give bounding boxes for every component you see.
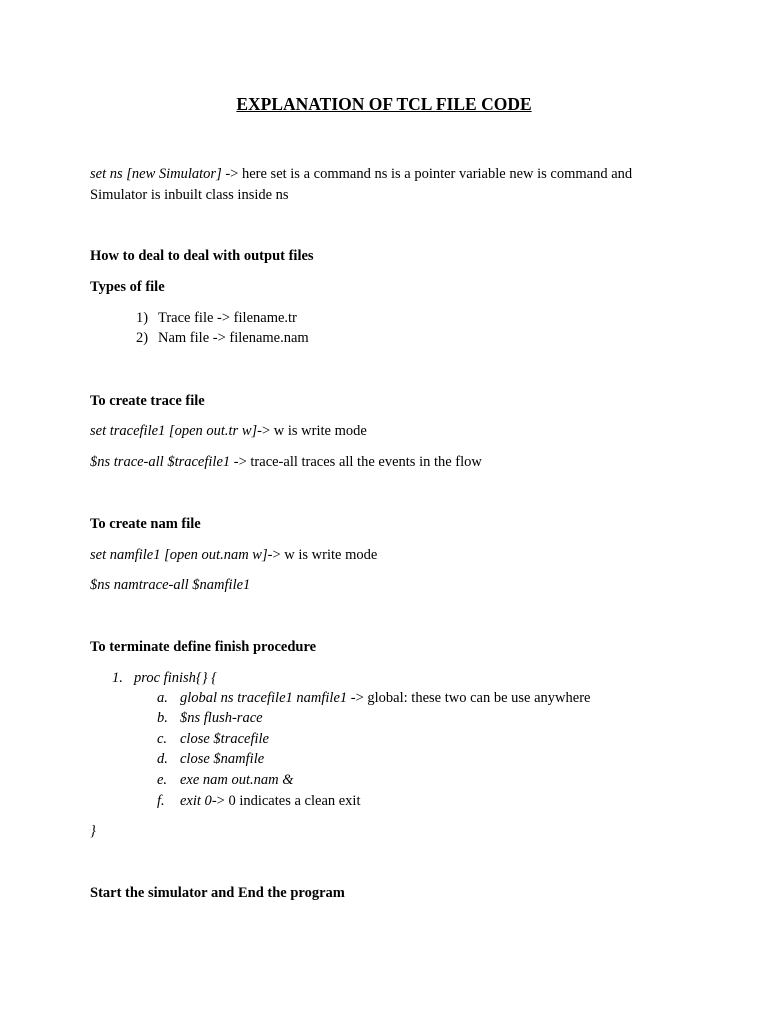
proc-line: [112, 669, 217, 687]
trace-text-1: -> w is write mode: [257, 423, 367, 439]
trace-code-1: set tracefile1 [open out.tr w]: [90, 423, 258, 439]
list-item: a. global ns tracefile1 namfile1 -> global: these two can be use anywhere: [157, 690, 591, 706]
list-text: Nam file -> filename.nam: [158, 330, 309, 346]
types-of-file-heading: Types of file: [90, 279, 165, 295]
list-number: 2): [136, 330, 149, 346]
finish-heading: To terminate define finish procedure: [90, 639, 317, 655]
nam-code-1: set namfile1 [open out.nam w]: [90, 547, 268, 563]
nam-text-1: -> w is write mode: [267, 547, 378, 563]
intro-text-1: -> here set is a command ns is a pointer variable new is command and: [221, 166, 633, 182]
end-heading: Start the simulator and End the program: [90, 885, 345, 901]
trace-line-1: [90, 422, 367, 440]
list-item: d. close $namfile: [157, 751, 265, 767]
list-number: 1): [136, 310, 149, 326]
trace-code-2: $ns trace-all $tracefile1: [90, 454, 231, 470]
trace-text-2: -> trace-all traces all the events in the flow: [230, 454, 482, 470]
nam-file-heading: To create nam file: [90, 516, 201, 532]
list-item: b. $ns flush-race: [157, 710, 263, 726]
list-text: Trace file -> filename.tr: [158, 310, 297, 326]
nam-line-2: $ns namtrace-all $namfile1: [90, 577, 251, 593]
nam-line-1: [90, 546, 377, 564]
intro-line-1: [90, 165, 632, 183]
trace-line-2: [90, 453, 482, 471]
list-item: e. exe nam out.nam &: [157, 772, 294, 788]
list-item: [136, 309, 297, 327]
intro-code: set ns [new Simulator]: [90, 166, 222, 182]
list-item: [136, 329, 309, 347]
proc-number: 1.: [112, 670, 123, 686]
list-item: f. exit 0-> 0 indicates a clean exit: [157, 793, 361, 809]
output-files-heading: How to deal to deal with output files: [90, 248, 314, 264]
trace-file-heading: To create trace file: [90, 393, 205, 409]
closing-brace: }: [90, 823, 96, 839]
page-title: EXPLANATION OF TCL FILE CODE: [236, 94, 532, 114]
intro-line-2: Simulator is inbuilt class inside ns: [90, 187, 289, 203]
proc-text: proc finish{} {: [134, 670, 217, 686]
list-item: c. close $tracefile: [157, 731, 269, 747]
